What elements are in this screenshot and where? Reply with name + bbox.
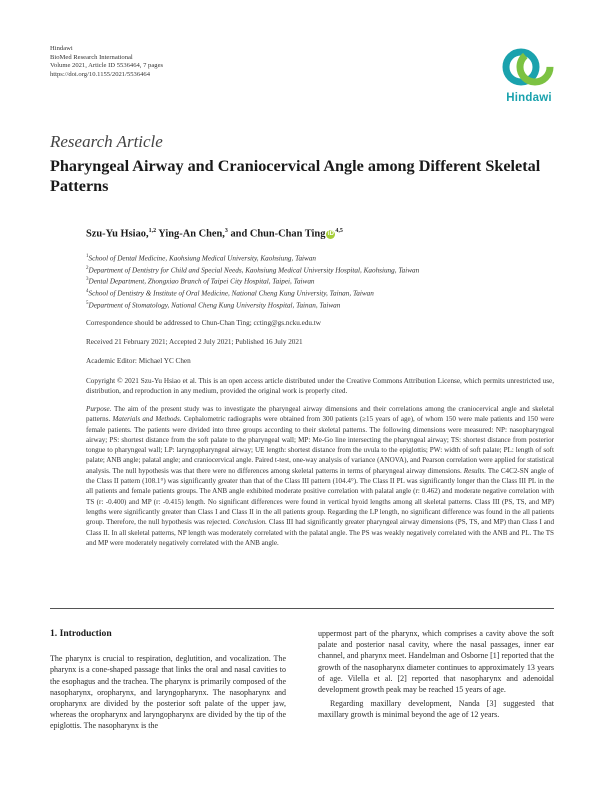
affiliation-text: Department of Dentistry for Child and Special Needs, Kaohsiung Medical University Hospital, Kaohsiung, Taiwan xyxy=(88,266,420,275)
author-name[interactable]: Szu-Yu Hsiao, xyxy=(86,228,149,240)
doi-link[interactable]: https://doi.org/10.1155/2021/5536464 xyxy=(50,70,151,78)
abstract-conclusion-label: Conclusion. xyxy=(232,518,267,527)
affiliation-text: Department of Stomatology, National Cheng Kung University Hospital, Tainan, Taiwan xyxy=(88,301,341,310)
affiliation-number: 5 xyxy=(86,300,89,306)
affiliation-number: 2 xyxy=(86,265,89,271)
affiliation-text: Dental Department, Zhongxiao Branch of Taipei City Hospital, Taipei, Taiwan xyxy=(88,277,315,286)
abstract-results-label: Results. xyxy=(463,466,486,475)
journal-name: BioMed Research International xyxy=(50,53,133,61)
affiliation-number: 3 xyxy=(86,277,89,283)
orcid-icon[interactable]: iD xyxy=(327,231,334,238)
abstract-methods-text: Cephalometric radiographs were obtained from 300 patients (≥15 years of age), of whom 150 were male patients and 150 were female patients. The patients were divided into three groups according to their skeletal patterns. The following dimensions were measured: NP: nasopharyngeal airway; PS: shortest distance from the soft palate to the pharyngeal wall; MP: Me-Go line intersecting the pharyngeal airway; TS: shortest distance from posterior tongue to pharyngeal wall; LP: laryngopharyngeal airway; UE length: shortest distance from the uvula to the epiglottis; PW: width of soft palate; PL: length of soft palate; ANB angle; palatal angle; and craniocervical angle. Paired t-test, one-way analysis of variance (ANOVA), and Pearson correlation were applied for statistical analysis. The null hypothesis was that there were no differences among skeletal patterns in terms of pharyngeal airway dimensions. xyxy=(86,415,554,475)
copyright-notice: Copyright © 2021 Szu-Yu Hsiao et al. This is an open access article distributed under the Creative Commons Attribution License, which permits unrestricted use, distribution, and reproduction in any medium, provided the original work is properly cited. xyxy=(86,377,554,395)
paper-title: Pharyngeal Airway and Craniocervical Angle among Different Skeletal Patterns xyxy=(50,157,541,195)
author-affiliation-ref: 1,2 xyxy=(148,228,157,234)
abstract xyxy=(86,404,554,548)
affiliation-item xyxy=(86,252,556,264)
publisher-line: Hindawi xyxy=(50,45,73,52)
affiliation-item xyxy=(86,275,556,287)
publication-dates: Received 21 February 2021; Accepted 2 July 2021; Published 16 July 2021 xyxy=(86,338,303,346)
author-name[interactable]: Ying-An Chen, xyxy=(156,228,225,240)
body-paragraph: The pharynx is crucial to respiration, deglutition, and vocalization. The pharynx is a cone-shaped passage that links the oral and nasal cavities to the esophagus and the trachea. The pharynx is primarily composed of the nasopharynx, oropharynx, and laryngopharynx. The nasopharynx and oropharynx are divided by the posterior soft palate of the upper jaw, whereas the oropharynx and laryngopharynx are divided by the tip of the epiglottis. The nasopharynx is the xyxy=(50,654,286,731)
affiliation-number: 4 xyxy=(86,289,89,295)
section-divider xyxy=(50,608,554,609)
section-heading: 1. Introduction xyxy=(50,628,112,639)
abstract-purpose-text: The aim of the present study was to investigate the pharyngeal airway dimensions and their correlations among the craniocervical angle and skeletal patterns. xyxy=(86,405,554,424)
affiliation-number: 1 xyxy=(86,254,89,259)
body-column-left xyxy=(50,628,286,732)
body-column-right xyxy=(318,628,554,721)
volume-line: Volume 2021, Article ID 5536464, 7 pages xyxy=(50,62,164,70)
author-affiliation-ref: 4,5 xyxy=(335,228,343,234)
affiliation-item xyxy=(86,299,556,311)
body-paragraph: Regarding maxillary development, Nanda [3] suggested that maxillary growth is minimal beyond the age of 12 years. xyxy=(318,699,554,720)
journal-info xyxy=(50,45,310,79)
hindawi-logo-text: Hindawi xyxy=(506,92,552,104)
author-affiliation-ref: 3 xyxy=(224,228,228,234)
affiliation-item xyxy=(86,287,556,299)
abstract-purpose-label: Purpose. xyxy=(86,405,112,413)
affiliation-text: School of Dental Medicine, Kaohsiung Medical University, Kaohsiung, Taiwan xyxy=(88,254,317,263)
author-name[interactable]: and Chun-Chan Ting xyxy=(227,228,326,240)
abstract-methods-label: Materials and Methods. xyxy=(112,415,182,424)
affiliation-text: School of Dentistry & Institute of Oral Medicine, National Cheng Kung University, Tainan, Taiwan xyxy=(88,289,374,298)
affiliations xyxy=(86,252,556,310)
body-paragraph: uppermost part of the pharynx, which comprises a cavity above the soft palate and posterior nasal cavity, where the nasal passages, inner ear channel, and pharynx meet. Handelman and Osborne [1] reported that the growth of the nasopharynx diameter continues to approximately 13 years of age. Vilella et al. [2] reported that nasopharynx and adenoidal development growth peak may be reached 15 years of age. xyxy=(318,629,554,695)
author-list xyxy=(86,228,556,239)
article-type: Research Article xyxy=(50,132,163,151)
abstract-results-text: The C4C2-SN angle of the Class II pattern (108.1°) was significantly greater than that of the Class III pattern (104.4°). The Class II PL was significantly longer than the Class III PL in the all patients and female patients groups. The ANB angle exhibited moderate positive correlation with palatal angle (r: 0.462) and moderate negative correlation with TS (r: -0.400) and MP (r: -0.415) length. No significant differences were found in vertical hyoid lengths among all skeletal patterns. Class III (PS, TS, and MP) lengths were significantly greater than Class I and Class II in the all patients group. Regarding the LP length, no significant difference was found in the all patients group. Therefore, the null hypothesis was rejected. xyxy=(86,466,554,527)
abstract-conclusion-text: Class III had significantly greater pharyngeal airway dimensions (PS, TS, and MP) than Class I and Class II. In all skeletal patterns, NP length was moderately correlated with the palatal angle. The PS was weakly negatively correlated with the ANB and PL. The TS and MP were moderately negatively correlated with the ANB angle. xyxy=(86,518,555,547)
affiliation-item xyxy=(86,264,556,276)
academic-editor: Academic Editor: Michael YC Chen xyxy=(86,357,191,365)
correspondence: Correspondence should be addressed to Chun-Chan Ting; ccting@gs.ncku.edu.tw xyxy=(86,319,321,327)
